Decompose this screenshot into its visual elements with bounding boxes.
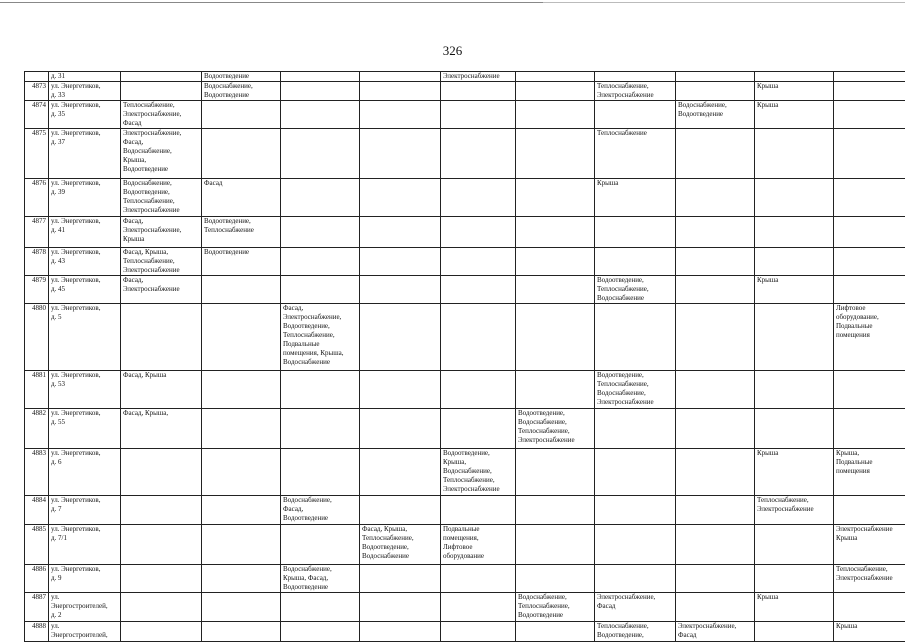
work-cell: Крыша xyxy=(755,82,834,101)
work-cell xyxy=(121,622,202,642)
work-cell: Электроснабжение, Фасад xyxy=(595,593,676,622)
work-cell xyxy=(441,129,516,179)
table-row xyxy=(25,72,905,82)
work-cell xyxy=(202,496,281,525)
work-cell xyxy=(441,82,516,101)
row-number: 4880 xyxy=(25,304,49,371)
work-cell xyxy=(676,276,755,304)
row-number: 4885 xyxy=(25,525,49,565)
address-cell: ул. Энергостроителей, д. 2 xyxy=(49,593,121,622)
work-cell: Крыша xyxy=(595,179,676,217)
work-cell xyxy=(834,217,905,248)
work-cell xyxy=(121,593,202,622)
work-cell xyxy=(360,409,441,449)
work-cell: Водоотведение, Водоснабжение, Теплоснабжение, Электроснабжение xyxy=(516,409,595,449)
work-cell xyxy=(516,276,595,304)
work-cell xyxy=(441,371,516,409)
scan-edge-line xyxy=(0,2,905,3)
work-cell xyxy=(281,622,360,642)
work-cell xyxy=(121,82,202,101)
work-cell xyxy=(121,449,202,496)
work-cell xyxy=(202,371,281,409)
work-cell xyxy=(755,72,834,82)
row-number: 4878 xyxy=(25,248,49,276)
address-cell: ул. Энергетиков, д. 5 xyxy=(49,304,121,371)
work-cell xyxy=(676,565,755,593)
work-cell xyxy=(121,496,202,525)
table-row xyxy=(25,565,905,593)
work-cell xyxy=(834,72,905,82)
work-cell: Крыша xyxy=(755,449,834,496)
work-cell xyxy=(516,217,595,248)
work-cell xyxy=(441,101,516,129)
work-cell: Фасад, Крыша, Теплоснабжение, Водоотведение, Водоснабжение xyxy=(360,525,441,565)
work-cell xyxy=(676,248,755,276)
work-cell: Крыша xyxy=(755,101,834,129)
work-cell xyxy=(676,72,755,82)
work-cell: Крыша xyxy=(755,276,834,304)
row-number: 4876 xyxy=(25,179,49,217)
address-cell: ул. Энергетиков, д. 43 xyxy=(49,248,121,276)
work-cell xyxy=(441,179,516,217)
work-cell xyxy=(834,496,905,525)
table-row xyxy=(25,217,905,248)
work-cell xyxy=(202,593,281,622)
work-cell xyxy=(121,304,202,371)
work-cell: Крыша xyxy=(755,593,834,622)
work-cell xyxy=(755,371,834,409)
work-cell xyxy=(121,525,202,565)
address-cell: ул. Энергетиков, д. 45 xyxy=(49,276,121,304)
work-cell: Фасад, Крыша, Теплоснабжение, Электроснабжение xyxy=(121,248,202,276)
work-cell: Фасад, Электроснабжение, Водоотведение, Теплоснабжение, Подвальные помещения, Крыша, Водоснабжение xyxy=(281,304,360,371)
work-cell: Теплоснабжение, Электроснабжение xyxy=(834,565,905,593)
work-cell xyxy=(676,496,755,525)
table-row xyxy=(25,276,905,304)
work-cell xyxy=(676,179,755,217)
work-cell xyxy=(360,82,441,101)
work-cell xyxy=(516,525,595,565)
work-cell xyxy=(676,593,755,622)
table-row xyxy=(25,371,905,409)
table-row xyxy=(25,129,905,179)
work-cell xyxy=(360,72,441,82)
address-cell: ул. Энергетиков, д. 33 xyxy=(49,82,121,101)
work-cell xyxy=(755,565,834,593)
work-cell xyxy=(441,304,516,371)
work-cell xyxy=(755,622,834,642)
work-cell xyxy=(360,304,441,371)
work-cell xyxy=(834,129,905,179)
work-cell xyxy=(202,101,281,129)
work-cell xyxy=(202,409,281,449)
work-cell: Фасад, Электроснабжение, Крыша xyxy=(121,217,202,248)
work-cell xyxy=(676,409,755,449)
work-cell xyxy=(755,409,834,449)
work-cell: Теплоснабжение, Электроснабжение, Фасад xyxy=(121,101,202,129)
work-cell xyxy=(595,217,676,248)
address-cell: ул. Энергетиков, д. 9 xyxy=(49,565,121,593)
work-cell xyxy=(516,82,595,101)
row-number: 4879 xyxy=(25,276,49,304)
address-cell: ул. Энергетиков, д. 7 xyxy=(49,496,121,525)
work-cell xyxy=(202,622,281,642)
address-cell: ул. Энергетиков, д. 53 xyxy=(49,371,121,409)
work-cell xyxy=(360,276,441,304)
work-cell: Теплоснабжение, Электроснабжение xyxy=(595,82,676,101)
schedule-table xyxy=(24,71,905,642)
work-cell xyxy=(595,525,676,565)
address-cell: д. 31 xyxy=(49,72,121,82)
page-number: 326 xyxy=(0,43,905,59)
table-row xyxy=(25,304,905,371)
work-cell xyxy=(202,276,281,304)
work-cell: Электроснабжение xyxy=(441,72,516,82)
work-cell xyxy=(202,525,281,565)
work-cell xyxy=(755,248,834,276)
work-cell xyxy=(360,217,441,248)
work-cell xyxy=(595,304,676,371)
work-cell: Подвальные помещения, Лифтовое оборудование xyxy=(441,525,516,565)
work-cell xyxy=(595,72,676,82)
table-row xyxy=(25,622,905,642)
work-cell: Водоотведение xyxy=(202,248,281,276)
work-cell xyxy=(441,593,516,622)
work-cell xyxy=(755,217,834,248)
work-cell xyxy=(676,129,755,179)
work-cell xyxy=(360,496,441,525)
work-cell xyxy=(595,101,676,129)
work-cell xyxy=(516,179,595,217)
work-cell: Водоснабжение, Водоотведение, Теплоснабжение, Электроснабжение xyxy=(121,179,202,217)
work-cell xyxy=(834,82,905,101)
work-cell xyxy=(360,248,441,276)
work-cell xyxy=(281,371,360,409)
work-cell xyxy=(281,129,360,179)
row-number: 4884 xyxy=(25,496,49,525)
work-cell: Фасад, Крыша, xyxy=(121,409,202,449)
work-cell xyxy=(516,496,595,525)
work-cell: Водоотведение, Теплоснабжение, Водоснабжение, Электроснабжение xyxy=(595,371,676,409)
row-number: 4874 xyxy=(25,101,49,129)
work-cell xyxy=(121,72,202,82)
work-cell xyxy=(360,371,441,409)
work-cell xyxy=(281,409,360,449)
work-cell xyxy=(834,409,905,449)
work-cell xyxy=(281,217,360,248)
work-cell: Водоснабжение, Водоотведение xyxy=(202,82,281,101)
row-number: 4888 xyxy=(25,622,49,642)
work-cell xyxy=(121,565,202,593)
work-cell: Крыша, Подвальные помещения xyxy=(834,449,905,496)
table-row xyxy=(25,179,905,217)
work-cell: Водоснабжение, Крыша, Фасад, Водоотведение xyxy=(281,565,360,593)
table-row xyxy=(25,101,905,129)
address-cell: ул. Энергетиков, д. 35 xyxy=(49,101,121,129)
work-cell xyxy=(755,304,834,371)
work-cell xyxy=(281,72,360,82)
work-cell xyxy=(834,276,905,304)
address-cell: ул. Энергетиков, д. 39 xyxy=(49,179,121,217)
row-number: 4886 xyxy=(25,565,49,593)
work-cell: Теплоснабжение, Водоотведение, xyxy=(595,622,676,642)
address-cell: ул. Энергетиков, д. 6 xyxy=(49,449,121,496)
table-row xyxy=(25,593,905,622)
work-cell xyxy=(516,304,595,371)
work-cell xyxy=(595,449,676,496)
work-cell: Крыша xyxy=(834,622,905,642)
table-row xyxy=(25,496,905,525)
work-cell xyxy=(441,496,516,525)
work-cell xyxy=(281,449,360,496)
work-cell: Водоотведение xyxy=(202,72,281,82)
work-cell xyxy=(360,449,441,496)
work-cell xyxy=(360,129,441,179)
work-cell: Водоотведение, Крыша, Водоснабжение, Теплоснабжение, Электроснабжение xyxy=(441,449,516,496)
work-cell: Теплоснабжение xyxy=(595,129,676,179)
work-cell xyxy=(516,449,595,496)
work-cell: Водоснабжение, Фасад, Водоотведение xyxy=(281,496,360,525)
work-cell xyxy=(834,593,905,622)
work-cell xyxy=(281,593,360,622)
work-cell xyxy=(755,179,834,217)
work-cell xyxy=(441,248,516,276)
work-cell xyxy=(281,248,360,276)
work-cell xyxy=(676,449,755,496)
work-cell xyxy=(360,101,441,129)
work-cell: Водоотведение, Теплоснабжение xyxy=(202,217,281,248)
work-cell xyxy=(281,525,360,565)
work-cell xyxy=(676,82,755,101)
work-cell xyxy=(441,565,516,593)
work-cell: Водоснабжение, Водоотведение xyxy=(676,101,755,129)
work-cell xyxy=(281,276,360,304)
work-cell xyxy=(834,248,905,276)
work-cell xyxy=(834,179,905,217)
table-row xyxy=(25,82,905,101)
work-cell xyxy=(516,565,595,593)
work-cell xyxy=(676,217,755,248)
row-number: 4882 xyxy=(25,409,49,449)
row-number: 4881 xyxy=(25,371,49,409)
address-cell: ул. Энергетиков, д. 55 xyxy=(49,409,121,449)
work-cell: Водоотведение, Теплоснабжение, Водоснабжение xyxy=(595,276,676,304)
work-cell xyxy=(516,129,595,179)
work-cell xyxy=(834,101,905,129)
work-cell: Фасад, Крыша xyxy=(121,371,202,409)
work-cell xyxy=(281,82,360,101)
work-cell xyxy=(202,449,281,496)
work-cell xyxy=(360,593,441,622)
table-row xyxy=(25,248,905,276)
row-number: 4883 xyxy=(25,449,49,496)
row-number xyxy=(25,72,49,82)
table-row xyxy=(25,449,905,496)
work-cell xyxy=(441,217,516,248)
work-cell xyxy=(595,409,676,449)
work-cell xyxy=(441,622,516,642)
address-cell: ул. Энергостроителей, xyxy=(49,622,121,642)
table-row xyxy=(25,409,905,449)
work-cell xyxy=(755,129,834,179)
work-cell xyxy=(676,371,755,409)
table-row xyxy=(25,525,905,565)
work-cell xyxy=(441,276,516,304)
work-cell xyxy=(676,304,755,371)
work-cell: Фасад xyxy=(202,179,281,217)
work-cell xyxy=(595,248,676,276)
work-cell: Электроснабжение, Фасад xyxy=(676,622,755,642)
work-cell xyxy=(360,622,441,642)
work-cell xyxy=(202,304,281,371)
work-cell: Теплоснабжение, Электроснабжение xyxy=(755,496,834,525)
row-number: 4875 xyxy=(25,129,49,179)
row-number: 4887 xyxy=(25,593,49,622)
address-cell: ул. Энергетиков, д. 37 xyxy=(49,129,121,179)
address-cell: ул. Энергетиков, д. 7/1 xyxy=(49,525,121,565)
work-cell xyxy=(755,525,834,565)
work-cell xyxy=(441,409,516,449)
work-cell xyxy=(595,565,676,593)
work-cell xyxy=(202,129,281,179)
work-cell xyxy=(281,179,360,217)
work-cell xyxy=(834,371,905,409)
row-number: 4873 xyxy=(25,82,49,101)
address-cell: ул. Энергетиков, д. 41 xyxy=(49,217,121,248)
work-cell xyxy=(281,101,360,129)
work-cell xyxy=(595,496,676,525)
work-cell: Электроснабжение Крыша xyxy=(834,525,905,565)
work-cell xyxy=(202,565,281,593)
work-cell xyxy=(516,248,595,276)
work-cell xyxy=(360,179,441,217)
work-cell xyxy=(516,101,595,129)
work-cell: Электроснабжение, Фасад, Водоснабжение, Крыша, Водоотведение xyxy=(121,129,202,179)
work-cell: Лифтовое оборудование, Подвальные помещения xyxy=(834,304,905,371)
work-cell xyxy=(516,622,595,642)
work-cell xyxy=(516,371,595,409)
work-cell xyxy=(676,525,755,565)
work-cell xyxy=(516,72,595,82)
work-cell: Фасад, Электроснабжение xyxy=(121,276,202,304)
row-number: 4877 xyxy=(25,217,49,248)
work-cell xyxy=(360,565,441,593)
work-cell: Водоснабжение, Теплоснабжение, Водоотведение xyxy=(516,593,595,622)
